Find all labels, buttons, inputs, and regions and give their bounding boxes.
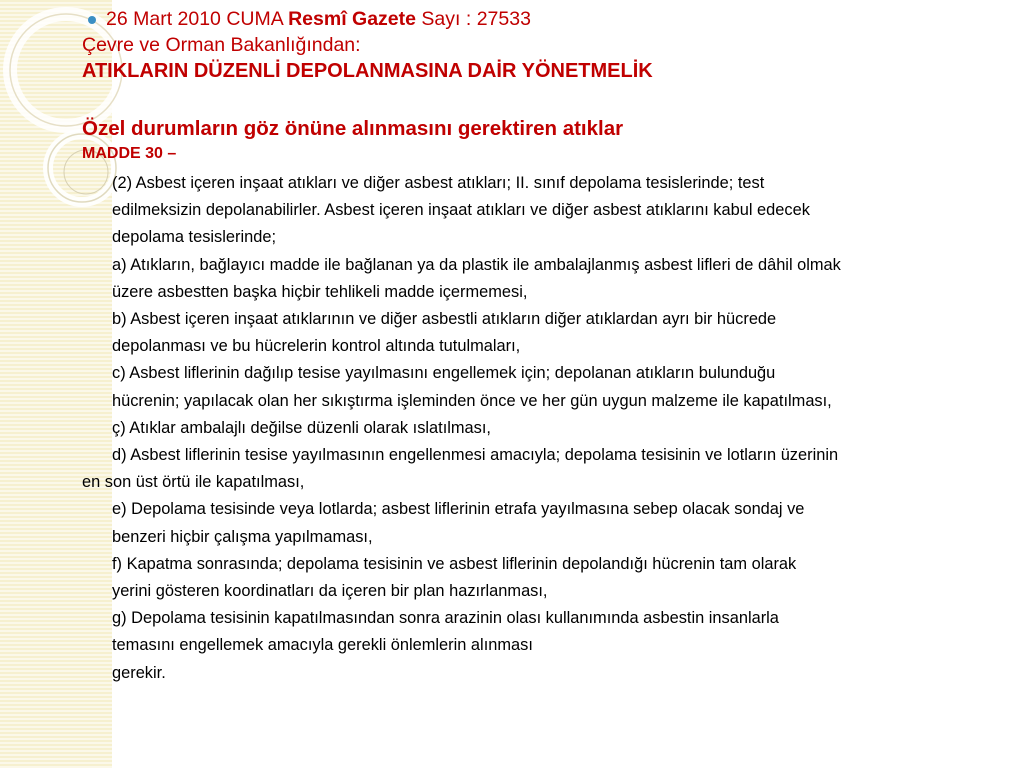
body-line: en son üst örtü ile kapatılması,: [82, 473, 305, 492]
body-line: d) Asbest liflerinin tesise yayılmasının engellenmesi amacıyla; depolama tesisinin ve lotların üzerinin: [112, 446, 839, 465]
body-line: ç) Atıklar ambalajlı değilse düzenli olarak ıslatılması,: [112, 418, 491, 437]
slide-content: [82, 6, 1018, 762]
gazette-issue: Sayı : 27533: [416, 8, 531, 30]
body-line: üzere asbestten başka hiçbir tehlikeli madde içermemesi,: [112, 282, 528, 301]
body-line: f) Kapatma sonrasında; depolama tesisinin ve asbest liflerinin depolandığı hücrenin tam olarak: [112, 554, 797, 573]
gazette-date: 26 Mart 2010 CUMA: [106, 8, 289, 30]
regulation-title: ATIKLARIN DÜZENLİ DEPOLANMASINA DAİR YÖNETMELİK: [82, 60, 653, 82]
section-title: Özel durumların göz önüne alınmasını gerektiren atıklar: [82, 117, 624, 140]
gazette-header-line: [82, 6, 1018, 32]
article-number: MADDE 30 –: [82, 145, 177, 162]
body-line: e) Depolama tesisinde veya lotlarda; asbest liflerinin etrafa yayılmasına sebep olacak sondaj ve: [112, 500, 805, 519]
gazette-name: Resmî Gazete: [288, 8, 416, 30]
body-line: a) Atıkların, bağlayıcı madde ile bağlanan ya da plastik ile ambalajlanmış asbest lifleri de dâhil olmak: [112, 255, 841, 274]
body-line: benzeri hiçbir çalışma yapılmaması,: [112, 527, 373, 546]
body-line: depolanması ve bu hücrelerin kontrol altında tutulmaları,: [112, 337, 521, 356]
bullet-icon: [88, 16, 96, 24]
body-line: temasını engellemek amacıyla gerekli önlemlerin alınması: [112, 636, 533, 655]
body-line: g) Depolama tesisinin kapatılmasından sonra arazinin olası kullanımında asbestin insanlarla: [112, 609, 779, 628]
body-line: c) Asbest liflerinin dağılıp tesise yayılmasını engellemek için; depolanan atıkların bulunduğu: [112, 364, 776, 383]
body-line: depolama tesislerinde;: [112, 228, 277, 247]
body-line: edilmeksizin depolanabilirler. Asbest içeren inşaat atıkları ve diğer asbest atıklarını kabul edecek: [112, 201, 810, 220]
body-line: gerekir.: [112, 663, 166, 682]
article-body: [82, 170, 1018, 687]
body-line: yerini gösteren koordinatları da içeren bir plan hazırlanması,: [112, 582, 548, 601]
ministry-line: Çevre ve Orman Bakanlığından:: [82, 34, 361, 56]
body-line: b) Asbest içeren inşaat atıklarının ve diğer asbestli atıkların diğer atıklardan ayrı bir hücrede: [112, 310, 777, 329]
spacer: [82, 85, 1018, 115]
body-line: hücrenin; yapılacak olan her sıkıştırma işleminden önce ve her gün uygun malzeme ile kapatılması,: [112, 391, 832, 410]
body-line: (2) Asbest içeren inşaat atıkları ve diğer asbest atıkları; II. sınıf depolama tesislerinde; test: [112, 174, 765, 192]
